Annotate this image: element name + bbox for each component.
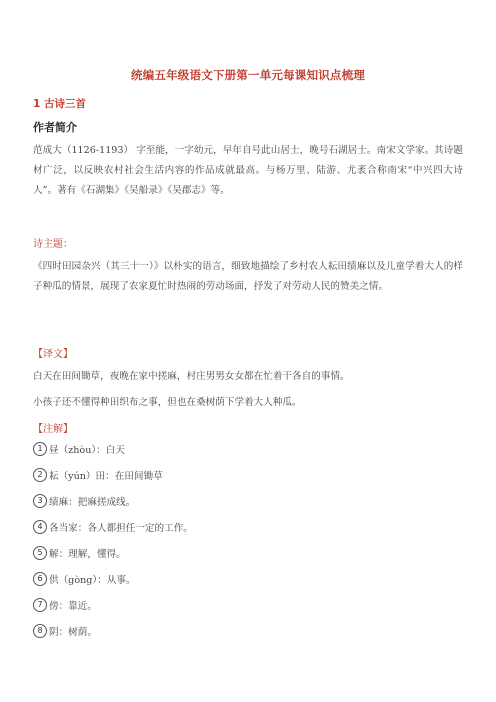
note-item: [33, 546, 126, 560]
document-title: 统编五年级语文下册第一单元每课知识点梳理: [131, 68, 365, 82]
note-text: 昼（zhòu）：白天: [49, 445, 125, 456]
note-item: [33, 598, 97, 612]
circled-number: 4: [33, 520, 47, 534]
note-text: 耘（yún）田：在田间锄草: [49, 471, 163, 482]
note-text: 傍：靠近。: [49, 601, 97, 612]
circled-number: 1: [33, 442, 47, 456]
notes-label: 【注解】: [33, 424, 73, 435]
theme-text: 《四时田园杂兴（其三十一）》以朴实的语言，细致地描绘了乡村农人耘田绩麻以及儿童学着大人的样子种瓜的情景，展现了农家夏忙时热闹的劳动场面，抒发了对劳动人民的赞美之情。: [33, 261, 463, 292]
translation-line: 白天在田间锄草，夜晚在家中搓麻，村庄男男女女都在忙着干各自的事情。: [33, 371, 350, 382]
note-text: 绩麻：把麻搓成线。: [49, 497, 136, 508]
circled-number: 8: [33, 624, 47, 638]
circled-number: 5: [33, 546, 47, 560]
author-text: 范成大（1126-1193） 字至能，一字幼元，早年自号此山居士，晚号石湖居士。南宋文学家。其诗题材广泛，以反映农村社会生活内容的作品成就最高。与杨万里、陆游、尤袤合称南宋“中兴四大诗人”。著有《石湖集》《吴船录》《吴郡志》等。: [33, 145, 463, 196]
theme-label: 诗主题：: [33, 239, 73, 250]
lesson-heading: 1 古诗三首: [33, 98, 86, 110]
note-text: 各当家：各人都担任一定的工作。: [49, 523, 193, 534]
note-text: 供（gòng）：从事。: [49, 575, 136, 586]
note-item: [33, 468, 163, 482]
note-item: [33, 442, 125, 456]
note-item: [33, 520, 193, 534]
note-item: [33, 494, 135, 508]
author-heading: 作者简介: [33, 121, 77, 134]
circled-number: 6: [33, 572, 47, 586]
translation-line: 小孩子还不懂得种田织布之事，但也在桑树荫下学着大人种瓜。: [33, 397, 302, 408]
note-text: 解：理解，懂得。: [49, 549, 126, 560]
note-text: 阴：树荫。: [49, 627, 97, 638]
circled-number: 7: [33, 598, 47, 612]
circled-number: 2: [33, 468, 47, 482]
note-item: [33, 624, 97, 638]
note-item: [33, 572, 136, 586]
translation-label: 【译文】: [33, 349, 73, 360]
circled-number: 3: [33, 494, 47, 508]
